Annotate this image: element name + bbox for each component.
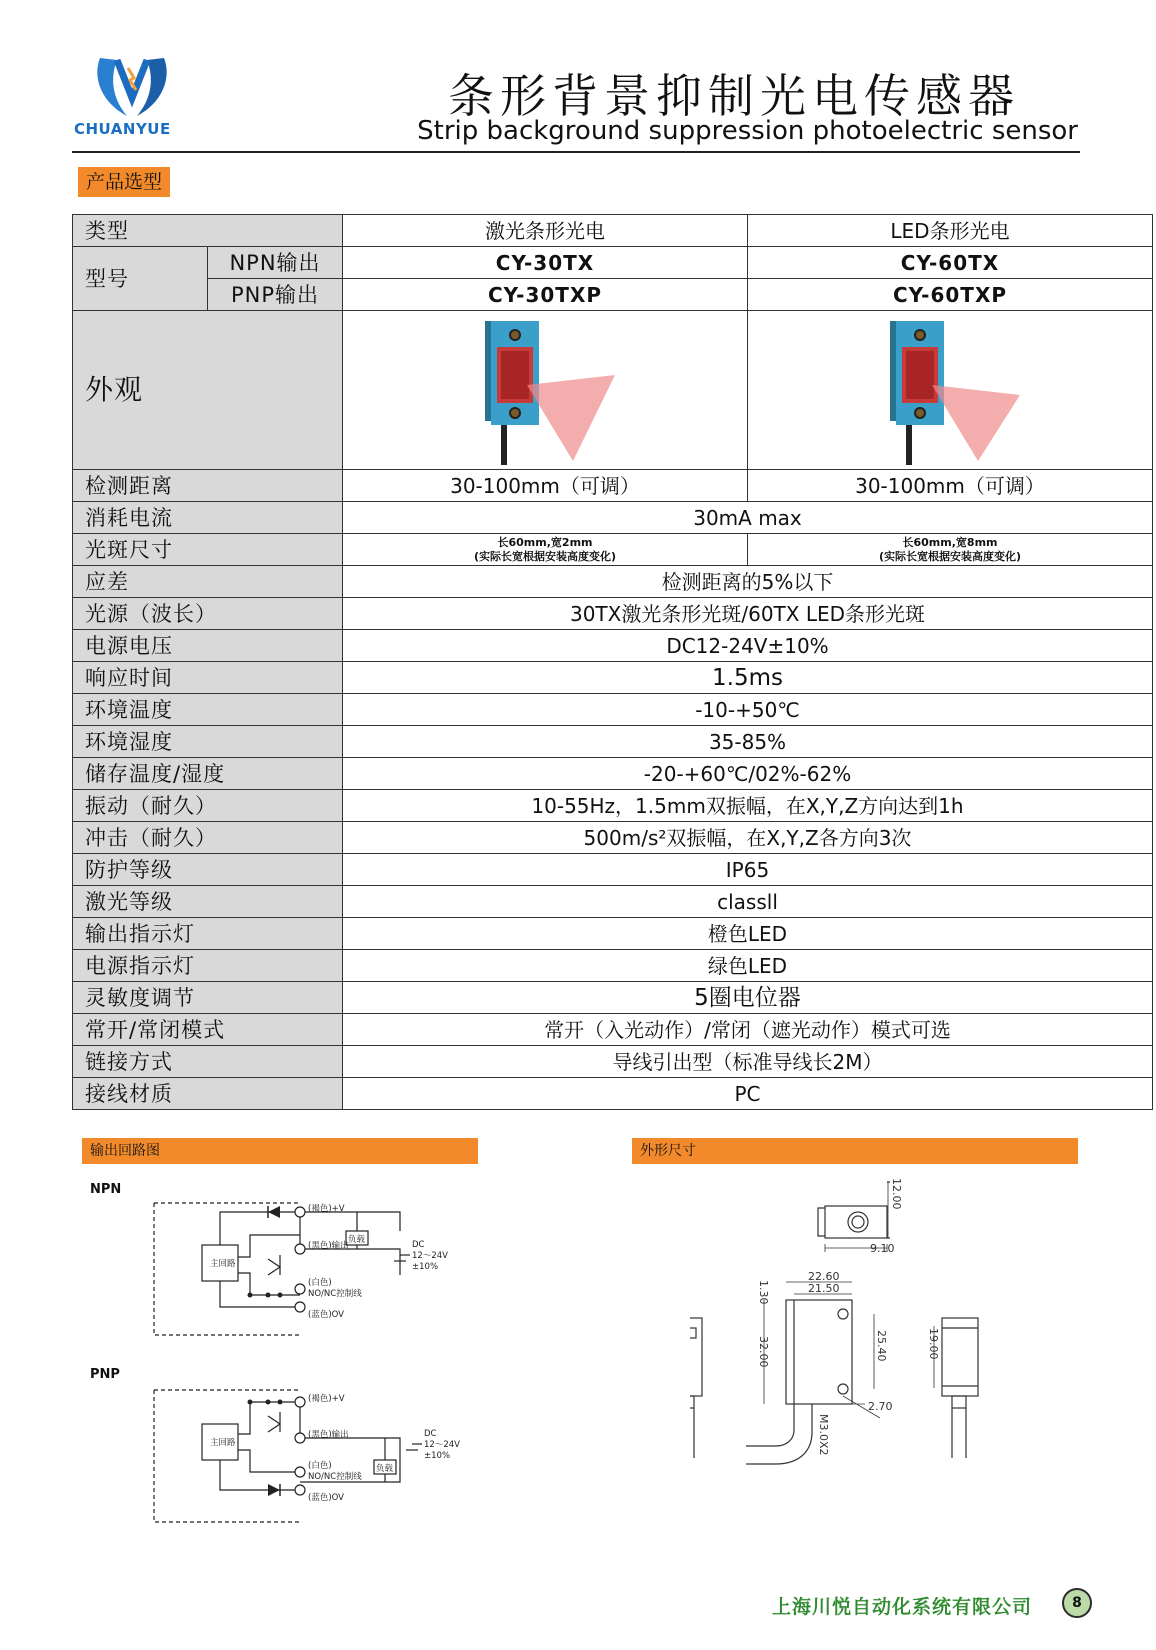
table-row — [73, 822, 1153, 854]
row-value: 5圈电位器 — [343, 982, 1153, 1014]
row-label: 消耗电流 — [73, 502, 343, 534]
row-label: 灵敏度调节 — [73, 982, 343, 1014]
table-row — [73, 790, 1153, 822]
npn-circuit-diagram — [150, 1195, 480, 1345]
row-label-distance: 检测距离 — [73, 470, 343, 502]
dim-1900: 19.00 — [927, 1328, 940, 1360]
npn-dc: DC — [412, 1240, 425, 1250]
npn-white: (白色) — [308, 1278, 332, 1288]
brand-name: CHUANYUE — [74, 120, 171, 138]
row-value: DC12-24V±10% — [343, 630, 1153, 662]
npn-dc-tol: ±10% — [412, 1262, 439, 1272]
dim-3200: 32.00 — [757, 1336, 770, 1368]
table-row — [73, 758, 1153, 790]
pnp-output-label: PNP输出 — [208, 279, 343, 311]
pnp-circuit-diagram — [150, 1382, 480, 1532]
page-title-en: Strip background suppression photoelectric sensor — [417, 116, 1078, 146]
pnp-load: 负载 — [376, 1464, 394, 1474]
npn-black: (黑色)输出 — [308, 1241, 349, 1251]
table-row — [73, 886, 1153, 918]
spec-table — [72, 214, 1153, 1110]
distance-laser: 30-100mm（可调） — [343, 470, 748, 502]
spot-laser-size: 长60mm,宽2mm — [497, 535, 593, 549]
row-value: -20-+60℃/02%-62% — [343, 758, 1153, 790]
row-value: 1.5ms — [343, 662, 1153, 694]
row-label: 电源电压 — [73, 630, 343, 662]
table-row-appearance — [73, 311, 1153, 470]
appearance-led — [748, 311, 1153, 470]
table-row-spot — [73, 534, 1153, 566]
row-value: 导线引出型（标准导线长2M） — [343, 1046, 1153, 1078]
row-label: 响应时间 — [73, 662, 343, 694]
npn-output-label: NPN输出 — [208, 247, 343, 279]
row-label: 电源指示灯 — [73, 950, 343, 982]
table-row — [73, 854, 1153, 886]
spot-led — [748, 534, 1153, 566]
dim-910: 9.10 — [870, 1242, 895, 1255]
table-row — [73, 566, 1153, 598]
row-value: PC — [343, 1078, 1153, 1110]
header-divider — [72, 151, 1080, 153]
table-row — [73, 1014, 1153, 1046]
row-label: 输出指示灯 — [73, 918, 343, 950]
npn-nonc: NO/NC控制线 — [308, 1289, 362, 1299]
pnp-brown: (褐色)+V — [308, 1394, 345, 1404]
table-row — [73, 694, 1153, 726]
pnp-nonc: NO/NC控制线 — [308, 1472, 362, 1482]
row-label-appearance: 外观 — [73, 311, 343, 470]
page-title-cn: 条形背景抑制光电传感器 — [448, 69, 1020, 123]
pnp-dc-tol: ±10% — [424, 1451, 451, 1461]
section-tag-dimensions: 外形尺寸 — [632, 1138, 1078, 1164]
page-number: 8 — [1062, 1588, 1092, 1618]
table-row — [73, 1046, 1153, 1078]
appearance-laser — [343, 311, 748, 470]
model-npn-laser: CY-30TX — [343, 247, 748, 279]
table-row-distance — [73, 470, 1153, 502]
row-label: 冲击（耐久） — [73, 822, 343, 854]
dim-m3: M3.0X2 — [817, 1414, 830, 1456]
row-label: 防护等级 — [73, 854, 343, 886]
dim-2540: 25.40 — [875, 1330, 888, 1362]
pnp-circuit-label: PNP — [90, 1367, 120, 1382]
dim-130: 1.30 — [757, 1280, 770, 1305]
table-row — [73, 950, 1153, 982]
row-label-type: 类型 — [73, 215, 343, 247]
spot-led-size: 长60mm,宽8mm — [902, 535, 998, 549]
pnp-white: (白色) — [308, 1461, 332, 1471]
table-row — [73, 662, 1153, 694]
npn-brown: (褐色)+V — [308, 1204, 345, 1214]
table-row-type — [73, 215, 1153, 247]
section-tag-selection: 产品选型 — [78, 167, 170, 197]
row-value: 绿色LED — [343, 950, 1153, 982]
dim-270: 2.70 — [868, 1400, 893, 1413]
npn-load: 负载 — [348, 1235, 366, 1245]
dim-2260: 22.60 — [808, 1270, 840, 1283]
sensor-laser-image — [465, 315, 625, 465]
npn-main-circuit: 主回路 — [210, 1259, 236, 1269]
dim-12: 12.00 — [890, 1178, 903, 1210]
row-label: 环境温度 — [73, 694, 343, 726]
row-label: 环境湿度 — [73, 726, 343, 758]
row-value: -10-+50℃ — [343, 694, 1153, 726]
dim-2150: 21.50 — [808, 1282, 840, 1295]
pnp-black: (黑色)输出 — [308, 1430, 349, 1440]
row-label: 应差 — [73, 566, 343, 598]
row-label: 光源（波长） — [73, 598, 343, 630]
row-value: 500m/s²双振幅，在X,Y,Z各方向3次 — [343, 822, 1153, 854]
pnp-blue: (蓝色)OV — [308, 1493, 344, 1503]
model-npn-led: CY-60TX — [748, 247, 1153, 279]
type-led: LED条形光电 — [748, 215, 1153, 247]
table-row — [73, 982, 1153, 1014]
row-value: IP65 — [343, 854, 1153, 886]
row-label: 接线材质 — [73, 1078, 343, 1110]
dimension-drawing — [690, 1178, 1090, 1528]
table-row-current — [73, 502, 1153, 534]
pnp-dc: DC — [424, 1429, 437, 1439]
row-value: 35-85% — [343, 726, 1153, 758]
spot-laser — [343, 534, 748, 566]
row-label-model: 型号 — [73, 247, 208, 311]
pnp-main-circuit: 主回路 — [210, 1438, 236, 1448]
model-pnp-led: CY-60TXP — [748, 279, 1153, 311]
npn-blue: (蓝色)OV — [308, 1310, 344, 1320]
spot-laser-note: (实际长宽根据安装高度变化) — [473, 549, 617, 563]
table-row — [73, 1078, 1153, 1110]
type-laser: 激光条形光电 — [343, 215, 748, 247]
distance-led: 30-100mm（可调） — [748, 470, 1153, 502]
footer-company-name: 上海川悦自动化系统有限公司 — [772, 1596, 1033, 1618]
row-label-spot: 光斑尺寸 — [73, 534, 343, 566]
model-pnp-laser: CY-30TXP — [343, 279, 748, 311]
row-label: 振动（耐久） — [73, 790, 343, 822]
table-row-npn — [73, 247, 1153, 279]
section-tag-circuit: 输出回路图 — [82, 1138, 478, 1164]
row-label: 激光等级 — [73, 886, 343, 918]
table-row-pnp — [73, 279, 1153, 311]
table-row — [73, 598, 1153, 630]
row-label: 链接方式 — [73, 1046, 343, 1078]
sensor-led-image — [870, 315, 1030, 465]
table-row — [73, 726, 1153, 758]
pnp-dc-range: 12～24V — [424, 1440, 460, 1450]
row-value: 30mA max — [343, 502, 1153, 534]
row-value: 检测距离的5%以下 — [343, 566, 1153, 598]
row-value: 橙色LED — [343, 918, 1153, 950]
row-value: 30TX激光条形光斑/60TX LED条形光斑 — [343, 598, 1153, 630]
row-label: 常开/常闭模式 — [73, 1014, 343, 1046]
table-row — [73, 918, 1153, 950]
npn-dc-range: 12～24V — [412, 1251, 448, 1261]
row-value: 10-55Hz，1.5mm双振幅，在X,Y,Z方向达到1h — [343, 790, 1153, 822]
spot-led-note: (实际长宽根据安装高度变化) — [878, 549, 1022, 563]
row-value: classll — [343, 886, 1153, 918]
row-label: 储存温度/湿度 — [73, 758, 343, 790]
row-value: 常开（入光动作）/常闭（遮光动作）模式可选 — [343, 1014, 1153, 1046]
table-row — [73, 630, 1153, 662]
npn-circuit-label: NPN — [90, 1182, 122, 1197]
